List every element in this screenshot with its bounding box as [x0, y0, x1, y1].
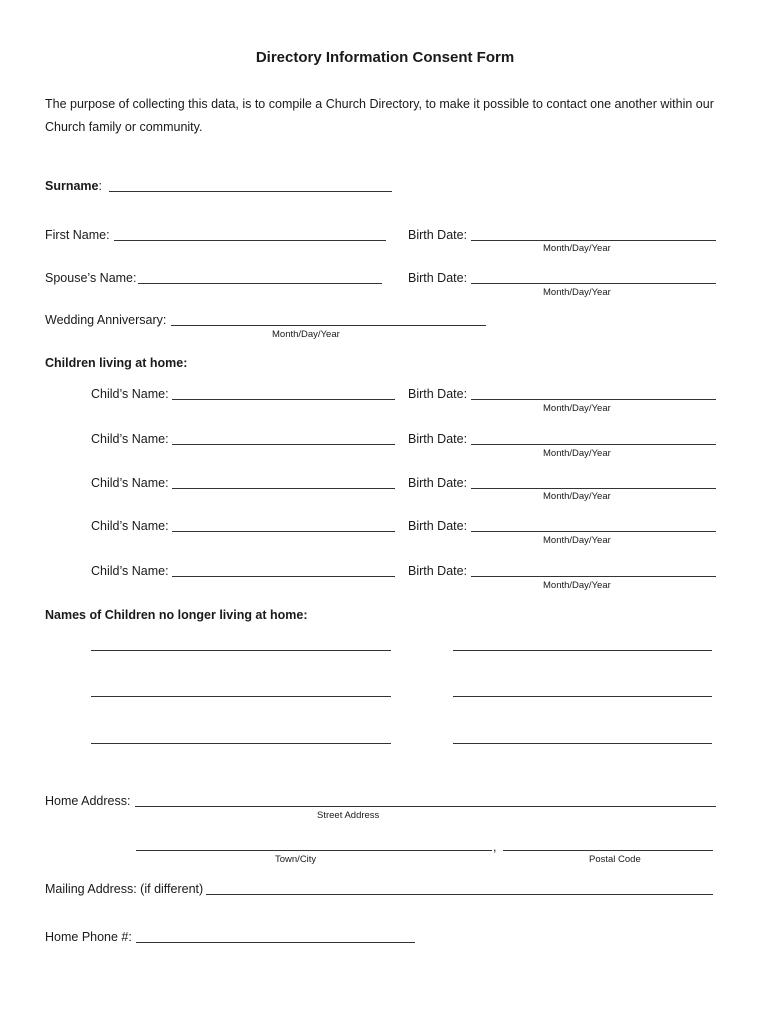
- surname-field[interactable]: [109, 191, 392, 192]
- child-5-name-label: Child’s Name:: [91, 564, 169, 578]
- child-2-birth-date-field[interactable]: [471, 444, 716, 445]
- child-3-date-hint: Month/Day/Year: [543, 491, 611, 502]
- wedding-field[interactable]: [171, 325, 486, 326]
- child-1-birth-date-field[interactable]: [471, 399, 716, 400]
- child-2-name-field[interactable]: [172, 444, 395, 445]
- child-2-birth-date-label: Birth Date:: [408, 432, 468, 446]
- child-1-name-label: Child’s Name:: [91, 387, 169, 401]
- child-3-name-label: Child’s Name:: [91, 476, 169, 490]
- child-away-3-left-field[interactable]: [91, 743, 391, 744]
- mailing-address-field[interactable]: [206, 894, 713, 895]
- child-3-name-field[interactable]: [172, 488, 395, 489]
- home-phone-field[interactable]: [136, 942, 415, 943]
- first-name-date-hint: Month/Day/Year: [543, 243, 611, 254]
- surname-colon: :: [98, 179, 102, 193]
- child-1-name-field[interactable]: [172, 399, 395, 400]
- home-phone-label: Home Phone #:: [45, 930, 132, 944]
- child-5-name-field[interactable]: [172, 576, 395, 577]
- child-away-2-right-field[interactable]: [453, 696, 712, 697]
- home-address-label: Home Address:: [45, 794, 131, 808]
- page-title: Directory Information Consent Form: [255, 49, 515, 66]
- wedding-date-hint: Month/Day/Year: [272, 329, 340, 340]
- child-away-2-left-field[interactable]: [91, 696, 391, 697]
- child-3-birth-date-field[interactable]: [471, 488, 716, 489]
- postal-code-field[interactable]: [503, 850, 713, 851]
- mailing-address-label: Mailing Address: (if different): [45, 882, 204, 896]
- child-5-birth-date-field[interactable]: [471, 576, 716, 577]
- child-1-birth-date-label: Birth Date:: [408, 387, 468, 401]
- first-name-field[interactable]: [114, 240, 386, 241]
- child-2-date-hint: Month/Day/Year: [543, 448, 611, 459]
- child-away-3-right-field[interactable]: [453, 743, 712, 744]
- child-3-birth-date-label: Birth Date:: [408, 476, 468, 490]
- spouse-birth-date-field[interactable]: [471, 283, 716, 284]
- child-4-name-label: Child’s Name:: [91, 519, 169, 533]
- street-address-field[interactable]: [135, 806, 716, 807]
- wedding-label: Wedding Anniversary:: [45, 313, 167, 327]
- child-4-date-hint: Month/Day/Year: [543, 535, 611, 546]
- spouse-name-field[interactable]: [138, 283, 382, 284]
- surname-row: [45, 179, 102, 193]
- postal-code-hint: Postal Code: [589, 854, 641, 865]
- spouse-date-hint: Month/Day/Year: [543, 287, 611, 298]
- intro-paragraph: The purpose of collecting this data, is to compile a Church Directory, to make it possible to contact one another within our Church family or community.: [45, 97, 714, 134]
- child-5-birth-date-label: Birth Date:: [408, 564, 468, 578]
- child-2-name-label: Child’s Name:: [91, 432, 169, 446]
- street-address-hint: Street Address: [317, 810, 380, 821]
- first-name-label: First Name:: [45, 228, 110, 242]
- child-away-1-right-field[interactable]: [453, 650, 712, 651]
- child-5-date-hint: Month/Day/Year: [543, 580, 611, 591]
- surname-label: Surname: [45, 179, 99, 193]
- town-city-hint: Town/City: [275, 854, 317, 865]
- child-away-1-left-field[interactable]: [91, 650, 391, 651]
- child-4-birth-date-field[interactable]: [471, 531, 716, 532]
- children-home-heading: Children living at home:: [45, 356, 188, 370]
- first-name-birth-date-field[interactable]: [471, 240, 716, 241]
- spouse-name-label: Spouse’s Name:: [45, 271, 137, 285]
- spouse-birth-date-label: Birth Date:: [408, 271, 468, 285]
- town-city-field[interactable]: [136, 850, 492, 851]
- child-4-birth-date-label: Birth Date:: [408, 519, 468, 533]
- child-4-name-field[interactable]: [172, 531, 395, 532]
- first-name-birth-date-label: Birth Date:: [408, 228, 468, 242]
- address-comma: ,: [493, 840, 497, 854]
- children-away-heading: Names of Children no longer living at home:: [45, 608, 308, 622]
- child-1-date-hint: Month/Day/Year: [543, 403, 611, 414]
